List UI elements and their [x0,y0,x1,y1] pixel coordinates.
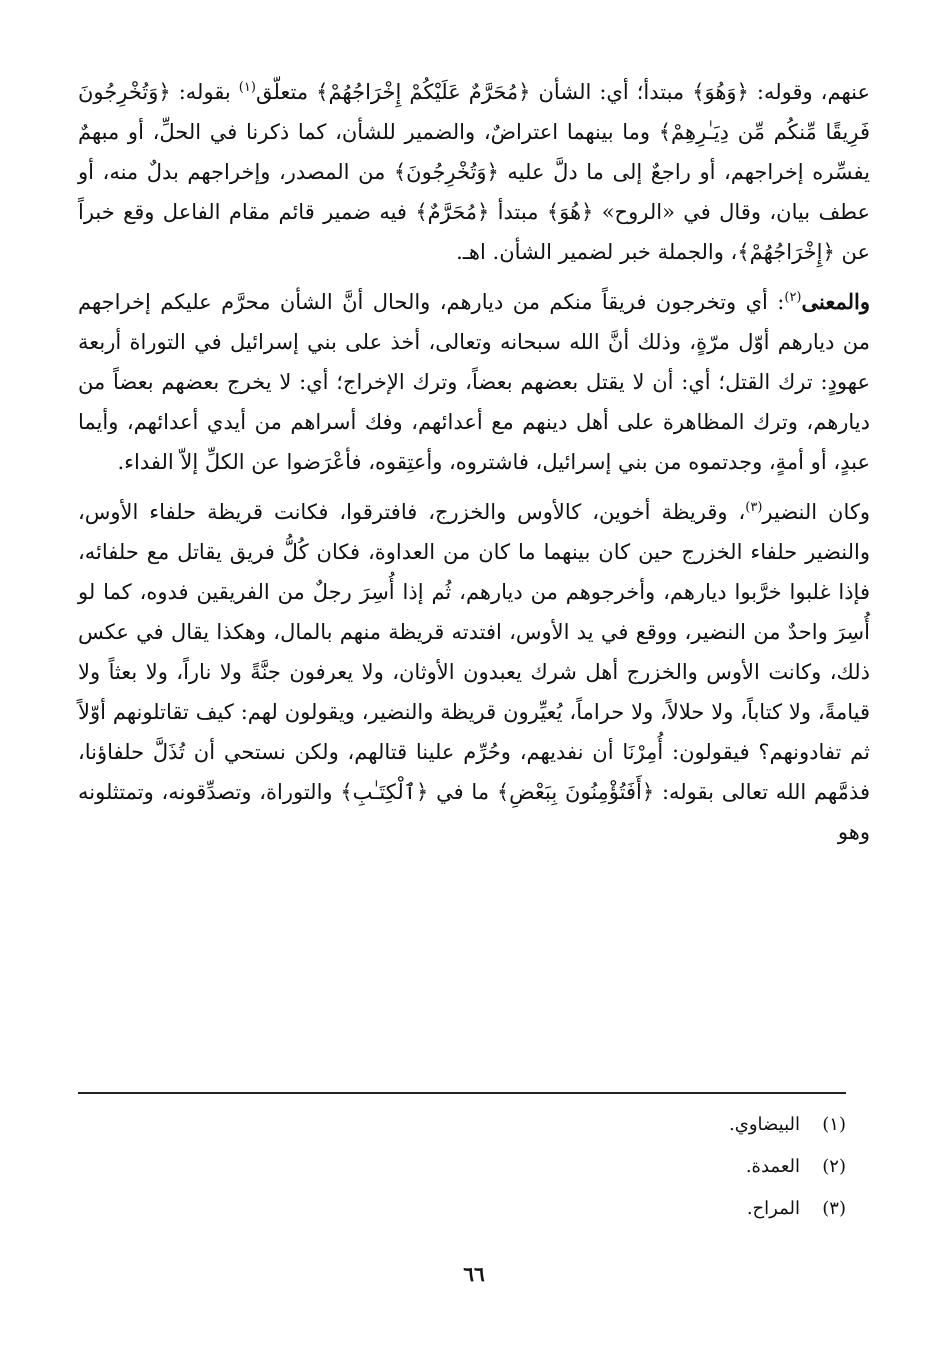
paragraph-text-continued: : أي وتخرجون فريقاً منكم من ديارهم، والحال أنَّ الشأن محرَّم عليكم إخراجهم من ديارهم أوّل مرّةٍ، وذلك أنَّ الله سبحانه وتعالى، أخذ على بني إسرائيل في التوراة أربعة عهودٍ: ترك القتل؛ أي: أن لا يقتل بعضهم بعضاً، وترك الإخراج؛ أي: لا يخرج بعضهم بعضاً من ديارهم، وترك المظاهرة على أهل دينهم مع أعدائهم، وفك أسراهم من أيدي أعدائهم، وأيما عبدٍ، أو أمةٍ، وجدتموه من بني إسرائيل، فاشتروه، وأعتِقوه، فأعْرَضوا عن الكلِّ إلاّ الفداء. [78,290,871,474]
footnote-3 [78,1188,846,1230]
footnotes [78,1104,846,1230]
footnote-ref: (٢) [784,290,802,305]
footnote-number: (٢) [822,1156,846,1177]
paragraph-lead: والمعنى [801,289,870,314]
footnote-1 [78,1104,846,1146]
paragraph-3 [78,492,870,852]
paragraph-text: عنهم، وقوله: ﴿وَهُوَ﴾ مبتدأ؛ أي: الشأن ﴿مُحَرَّمٌ عَلَيْكُمْ إِخْرَاجُهُمْ﴾ متعلّق [255,80,870,104]
footnote-number: (٣) [822,1198,846,1219]
paragraph-1 [78,72,870,272]
page-number: ٦٦ [463,1262,485,1286]
paragraph-text-continued: بقوله: ﴿وَتُخْرِجُونَ فَرِيقًا مِّنكُم مِّن دِيَـٰرِهِمْ﴾ وما بينهما اعتراضٌ، والضمير للشأن، كما ذكرنا في الحلِّ، أو مبهمٌ يفسِّره إخراجهم، أو راجعٌ إلى ما دلَّ عليه ﴿وَتُخْرِجُونَ﴾ من المصدر، وإخراجهم بدلٌ منه، أو عطف بيان، وقال في «الروح» ﴿هُوَ﴾ مبتدأ ﴿مُحَرَّمٌ﴾ فيه ضمير قائم مقام الفاعل وقع خبراً عن ﴿إِخْرَاجُهُمْ﴾، والجملة خبر لضمير الشأن. اهـ. [78,80,870,264]
footnote-text: العمدة. [745,1156,800,1177]
footnote-ref: (٣) [745,500,763,515]
footnote-2 [78,1146,846,1188]
footnote-text: البيضاوي. [729,1114,800,1135]
paragraph-text-continued: ، وقريظة أخوين، كالأوس والخزرج، فافترقوا، فكانت قريظة حلفاء الأوس، والنضير حلفاء الخزرج حين كان بينهما ما كان من العداوة، فكان كُلُّ فريق يقاتل مع حلفائه، فإذا غلبوا خرَّبوا ديارهم، وأخرجوهم من ديارهم، ثُم إذا أُسِرَ رجلٌ من الفريقين فدوه، كما لو أُسِرَ واحدٌ من النضير، ووقع في يد الأوس، افتدته قريظة منهم بالمال، وهكذا يقال في عكس ذلك، وكانت الأوس والخزرج أهل شرك يعبدون الأوثان، ولا يعرفون جنَّةً ولا ناراً، ولا بعثاً ولا قيامةً، ولا كتاباً، ولا حلالاً، ولا حراماً، يُعيِّرون قريظة والنضير، ويقولون لهم: كيف تقاتلونهم أوّلاً ثم تفادونهم؟ فيقولون: أُمِرْنَا أن نفديهم، وحُرِّم علينا قتالهم، ولكن نستحي أن تُذَلَّ حلفاؤنا، فذمَّهم الله تعالى بقوله: ﴿أَفَتُؤْمِنُونَ بِبَعْضِ﴾ ما في ﴿ٱلْكِتَـٰبِ﴾ والتوراة، وتصدِّقونه، وتمتثلونه وهو [78,500,870,844]
paragraph-2 [78,282,870,482]
paragraph-text: وكان النضير [762,500,870,524]
footnote-number: (١) [822,1114,846,1135]
footnote-divider [78,1092,846,1094]
main-text [78,72,870,852]
footnote-ref: (١) [238,80,256,95]
footnote-text: المراح. [746,1198,800,1219]
